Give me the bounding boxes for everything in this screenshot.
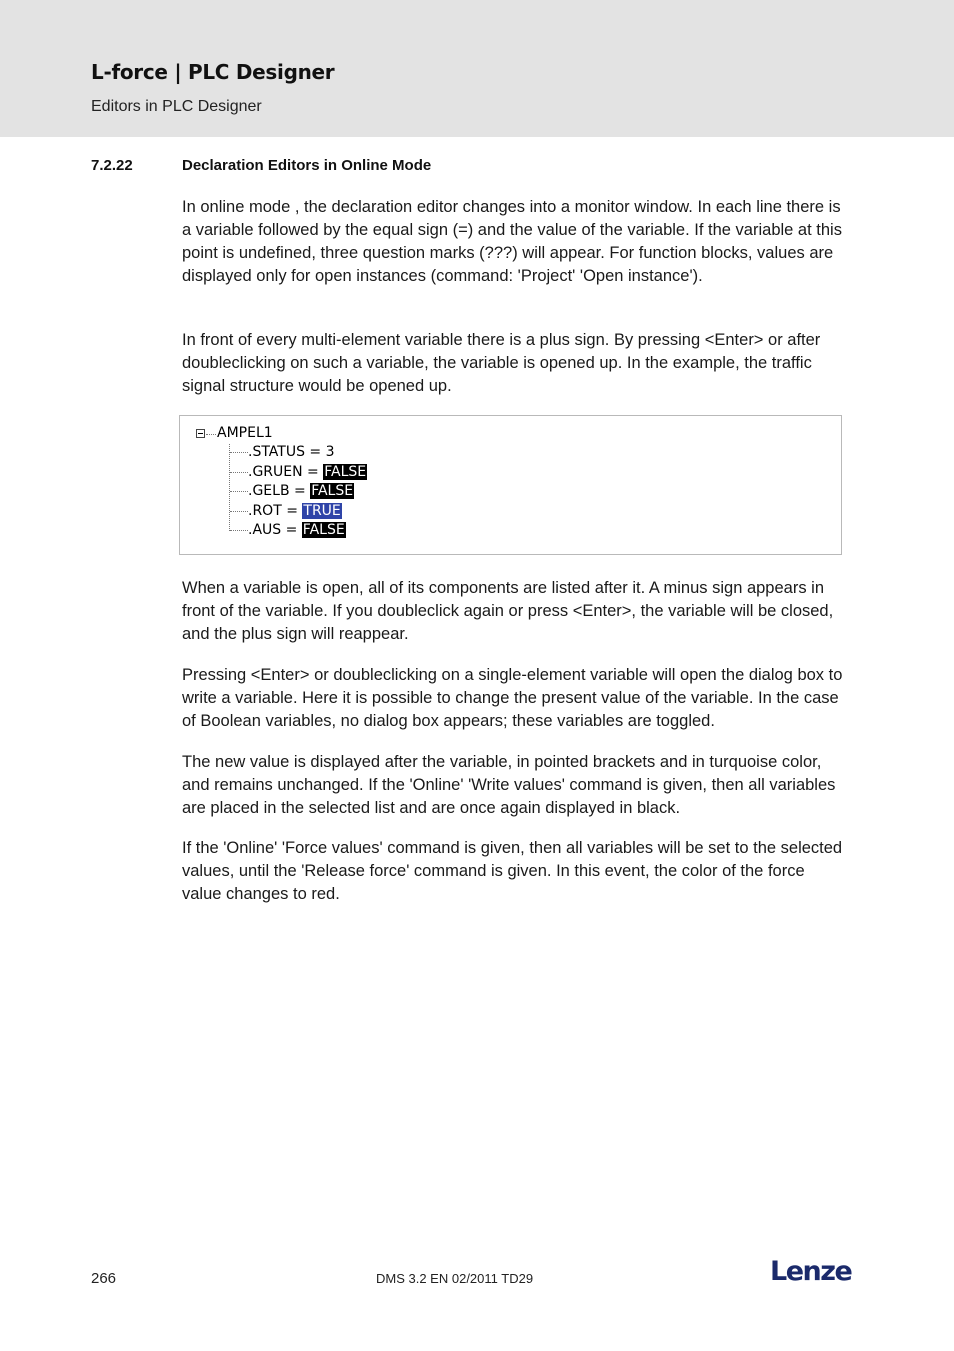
collapse-minus-icon <box>196 429 205 438</box>
tree-connector <box>206 434 216 435</box>
section-title: Declaration Editors in Online Mode <box>182 157 432 174</box>
tree-connector <box>229 444 230 531</box>
tree-row-rot: .ROT = TRUE <box>248 503 341 519</box>
document-title: L-force | PLC Designer <box>91 60 335 84</box>
tree-root: AMPEL1 <box>217 425 273 441</box>
document-code: DMS 3.2 EN 02/2011 TD29 <box>376 1271 534 1286</box>
tree-row-aus: .AUS = FALSE <box>248 522 345 538</box>
tree-connector <box>230 452 248 453</box>
paragraph-open-variable: When a variable is open, all of its components are listed after it. A minus sign appears in front of the variable. If you doubleclick again or press <Enter>, the variable will be closed, and the plus sign will reappear. <box>182 579 834 643</box>
lenze-logo: Lenze <box>770 1256 852 1287</box>
tree-row-gelb: .GELB = FALSE <box>248 483 354 499</box>
tree-row-status: .STATUS = 3 <box>248 444 335 460</box>
page-header <box>0 0 954 137</box>
paragraph-online-mode: In online mode , the declaration editor changes into a monitor window. In each line there is a variable followed by the equal sign (=) and the value of the variable. If the variable at this point is undefined, three question marks (???) will appear. For function blocks, values are displayed only for open instances (command: 'Project' 'Open instance'). <box>182 198 842 285</box>
tree-connector <box>230 530 248 531</box>
paragraph-plus-sign: In front of every multi-element variable there is a plus sign. By pressing <Enter> or after doubleclicking on such a variable, the variable is opened up. In the example, the traffic signal structure would be opened up. <box>182 331 821 395</box>
page-number: 266 <box>91 1270 117 1287</box>
monitor-window-figure <box>179 415 842 555</box>
paragraph-force-values: If the 'Online' 'Force values' command is given, then all variables will be set to the selected values, until the 'Release force' command is given. In this event, the color of the force value changes to red. <box>182 839 843 903</box>
tree-connector <box>230 491 248 492</box>
tree-connector <box>230 472 248 473</box>
section-number: 7.2.22 <box>91 157 133 174</box>
tree-row-gruen: .GRUEN = FALSE <box>248 464 367 480</box>
paragraph-single-element: Pressing <Enter> or doubleclicking on a single-element variable will open the dialog box to write a variable. Here it is possible to change the present value of the variable. In the case of Boolean variables, no dialog box appears; these variables are toggled. <box>182 666 843 730</box>
document-subtitle: Editors in PLC Designer <box>91 98 262 115</box>
paragraph-new-value: The new value is displayed after the variable, in pointed brackets and in turquoise color, and remains unchanged. If the 'Online' 'Write values' command is given, then all variables are placed in the selected list and are once again displayed in black. <box>182 753 836 817</box>
tree-connector <box>230 511 248 512</box>
